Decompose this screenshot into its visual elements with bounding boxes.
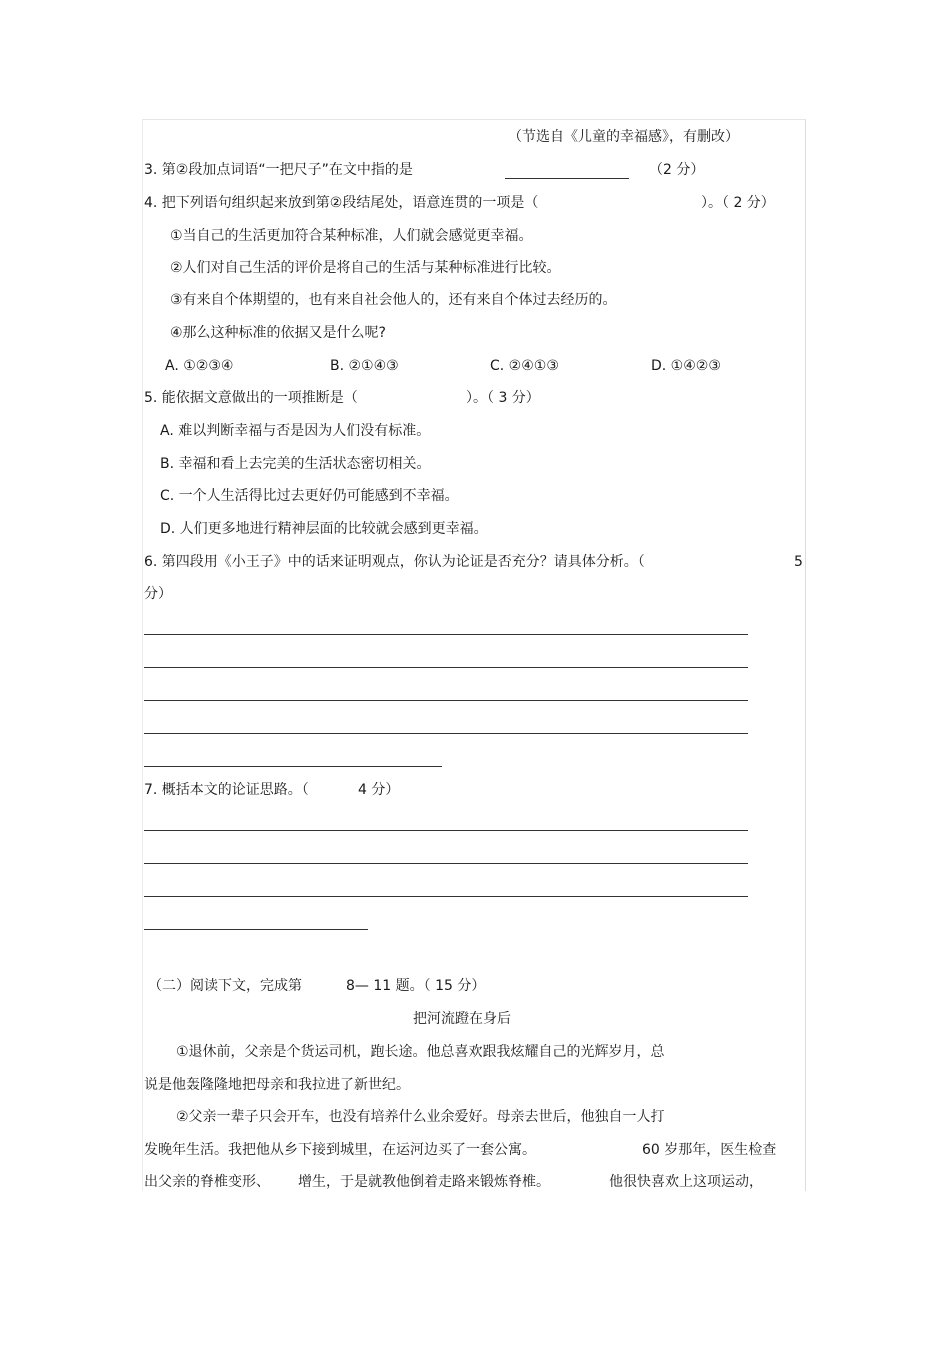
q4-item-2: ②人们对自己生活的评价是将自己的生活与某种标准进行比较。 — [170, 260, 561, 276]
story-line: 60 岁那年，医生检查 — [642, 1142, 777, 1158]
question-3: 3. 第②段加点词语“一把尺子”在文中指的是 — [144, 162, 413, 178]
q7-score: 4 分） — [358, 782, 400, 798]
q3-score: （2 分） — [649, 162, 705, 178]
q5-option-c[interactable]: C. 一个人生活得比过去更好仍可能感到不幸福。 — [160, 488, 459, 504]
page-frame — [142, 119, 806, 1191]
q6-answer-line[interactable] — [144, 766, 442, 767]
q7-answer-line[interactable] — [144, 896, 748, 897]
q7-answer-line[interactable] — [144, 929, 368, 930]
question-7: 7. 概括本文的论证思路。（ — [144, 782, 309, 798]
question-4: 4. 把下列语句组织起来放到第②段结尾处，语意连贯的一项是（ — [144, 195, 539, 211]
story-title: 把河流蹬在身后 — [413, 1011, 511, 1027]
q6-answer-line[interactable] — [144, 634, 748, 635]
q5-score: ）。（ 3 分） — [466, 390, 540, 406]
section-2-range: 8— 11 题。（ 15 分） — [346, 978, 486, 994]
q3-answer-blank[interactable] — [505, 178, 629, 179]
q7-answer-line[interactable] — [144, 830, 748, 831]
source-note: （节选自《儿童的幸福感》，有删改） — [508, 129, 739, 145]
section-2-heading: （二）阅读下文，完成第 — [148, 978, 302, 994]
q6-answer-line[interactable] — [144, 667, 748, 668]
q5-option-d[interactable]: D. 人们更多地进行精神层面的比较就会感到更幸福。 — [160, 521, 488, 537]
question-6: 6. 第四段用《小王子》中的话来证明观点，你认为论证是否充分？请具体分析。（ — [144, 554, 645, 570]
q4-option-b[interactable]: B. ②①④③ — [330, 358, 399, 374]
q7-answer-line[interactable] — [144, 863, 748, 864]
q4-item-3: ③有来自个体期望的，也有来自社会他人的，还有来自个体过去经历的。 — [170, 292, 617, 308]
q4-item-4: ④那么这种标准的依据又是什么呢? — [170, 325, 386, 341]
question-5: 5. 能依据文意做出的一项推断是（ — [144, 390, 358, 406]
q4-option-c[interactable]: C. ②④①③ — [490, 358, 559, 374]
q5-option-a[interactable]: A. 难以判断幸福与否是因为人们没有标准。 — [160, 423, 431, 439]
q6-answer-line[interactable] — [144, 733, 748, 734]
q4-option-d[interactable]: D. ①④②③ — [651, 358, 721, 374]
story-line: ①退休前，父亲是个货运司机，跑长途。他总喜欢跟我炫耀自己的光辉岁月，总 — [176, 1044, 665, 1060]
q4-option-a[interactable]: A. ①②③④ — [165, 358, 234, 374]
story-line: 出父亲的脊椎变形、 — [144, 1174, 270, 1190]
q6-score-unit: 分） — [144, 586, 172, 602]
story-line: 说是他轰隆隆地把母亲和我拉进了新世纪。 — [144, 1077, 410, 1093]
q6-answer-line[interactable] — [144, 700, 748, 701]
story-line: 增生，于是就教他倒着走路来锻炼脊椎。 — [298, 1174, 550, 1190]
q5-option-b[interactable]: B. 幸福和看上去完美的生活状态密切相关。 — [160, 456, 431, 472]
story-line: 发晚年生活。我把他从乡下接到城里，在运河边买了一套公寓。 — [144, 1142, 536, 1158]
q4-score: ）。（ 2 分） — [701, 195, 775, 211]
story-line: ②父亲一辈子只会开车，也没有培养什么业余爱好。母亲去世后，他独自一人打 — [176, 1109, 665, 1125]
q4-item-1: ①当自己的生活更加符合某种标准，人们就会感觉更幸福。 — [170, 228, 533, 244]
q6-score-number: 5 — [794, 554, 803, 570]
story-line: 他很快喜欢上这项运动， — [609, 1174, 763, 1190]
